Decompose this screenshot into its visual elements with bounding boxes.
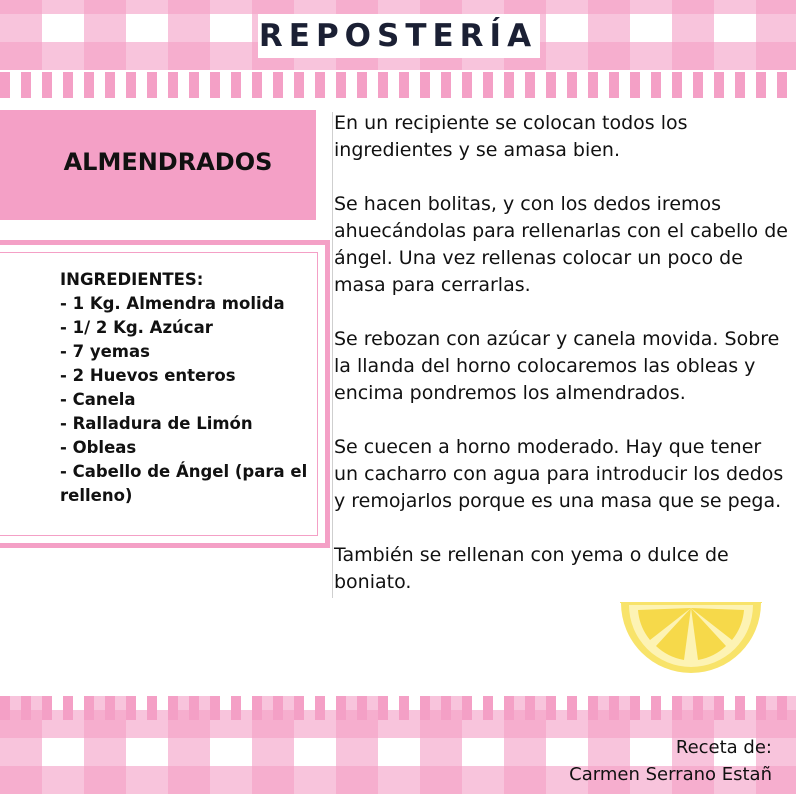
credit-label: Receta de: bbox=[675, 737, 772, 758]
instructions-rule bbox=[332, 112, 333, 598]
instruction-paragraph: Se hacen bolitas, y con los dedos iremos ahuecándolas para rellenarlas con el cabello de ángel. Una vez rellenas colocar un poco de masa para cerrarlas. bbox=[334, 193, 788, 296]
bottom-dashed-border bbox=[0, 696, 796, 720]
ingredient-item: - Obleas bbox=[60, 438, 137, 457]
instruction-paragraph: Se rebozan con azúcar y canela movida. Sobre la llanda del horno colocaremos las obleas y encima pondremos los almendrados. bbox=[334, 328, 780, 404]
instruction-paragraph: También se rellenan con yema o dulce de boniato. bbox=[334, 544, 729, 593]
ingredient-item: - 1/ 2 Kg. Azúcar bbox=[60, 318, 213, 337]
instruction-paragraph: Se cuecen a horno moderado. Hay que tener un cacharro con agua para introducir los dedos y remojarlos porque es una masa que se pega. bbox=[334, 436, 784, 512]
ingredient-item: - Canela bbox=[60, 390, 136, 409]
recipe-credit bbox=[569, 734, 772, 788]
instruction-paragraph: En un recipiente se colocan todos los ingredientes y se amasa bien. bbox=[334, 112, 688, 161]
top-dashed-border bbox=[0, 72, 796, 98]
lemon-slice-icon bbox=[620, 602, 762, 674]
ingredients-list bbox=[60, 268, 310, 508]
ingredient-item: - 2 Huevos enteros bbox=[60, 366, 236, 385]
credit-author: Carmen Serrano Estañ bbox=[569, 764, 772, 785]
ingredients-heading: INGREDIENTES: bbox=[60, 270, 204, 289]
ingredient-item: - 1 Kg. Almendra molida bbox=[60, 294, 285, 313]
recipe-title: ALMENDRADOS bbox=[63, 148, 273, 176]
ingredient-item: - Cabello de Ángel (para el relleno) bbox=[60, 462, 308, 505]
instructions-text bbox=[334, 110, 790, 623]
ingredient-item: - Ralladura de Limón bbox=[60, 414, 253, 433]
page-title: REPOSTERÍA bbox=[258, 18, 538, 54]
ingredient-item: - 7 yemas bbox=[60, 342, 150, 361]
